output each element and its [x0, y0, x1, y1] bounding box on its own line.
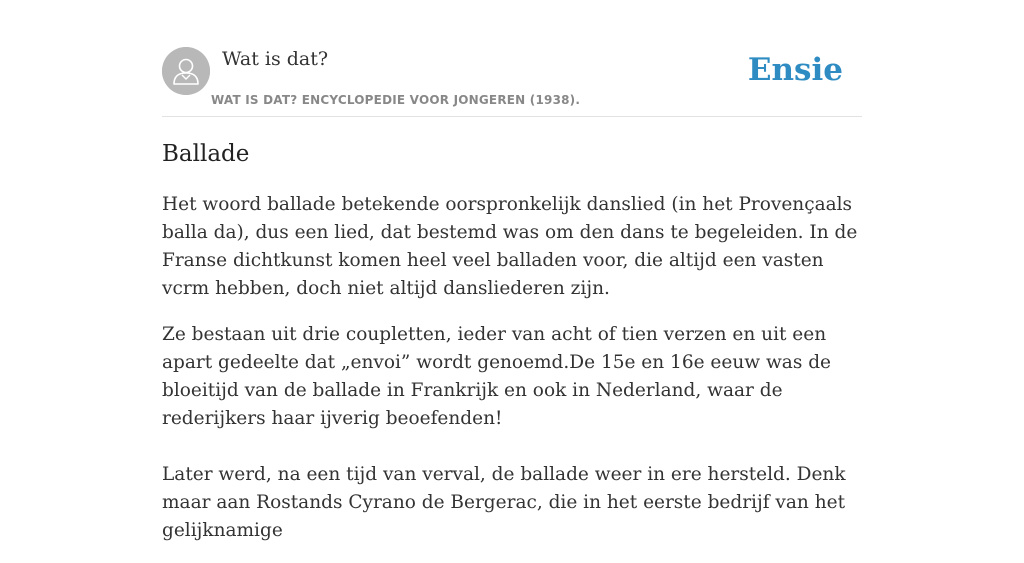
brand-logo[interactable]: Ensie [747, 52, 843, 88]
source-title[interactable]: Wat is dat? [222, 48, 329, 70]
article-paragraph-1: Het woord ballade betekende oorspronkelijk danslied (in het Provençaals balla da), dus een lied, dat bestemd was om den dans te begeleiden. In de Franse dichtkunst komen heel veel balladen voor, die altijd een vasten vcrm hebben, doch niet altijd dansliederen zijn. [162, 194, 858, 299]
user-avatar-icon[interactable] [162, 47, 210, 95]
source-header [162, 46, 862, 117]
source-subtitle[interactable]: WAT IS DAT? ENCYCLOPEDIE VOOR JONGEREN (1938). [211, 93, 581, 107]
article-title: Ballade [162, 141, 250, 167]
article-paragraph-2: Ze bestaan uit drie coupletten, ieder van acht of tien verzen en uit een apart gedeelte dat „envoi” wordt genoemd.De 15e en 16e eeuw was de bloeitijd van de ballade in Frankrijk en ook in Nederland, waar de rederijkers haar ijverig beoefenden! [162, 324, 831, 429]
article-content [162, 138, 862, 563]
article-paragraph-3: Later werd, na een tijd van verval, de ballade weer in ere hersteld. Denk maar aan Rostands Cyrano de Bergerac, die in het eerste bedrijf van het gelijknamige [162, 464, 846, 541]
